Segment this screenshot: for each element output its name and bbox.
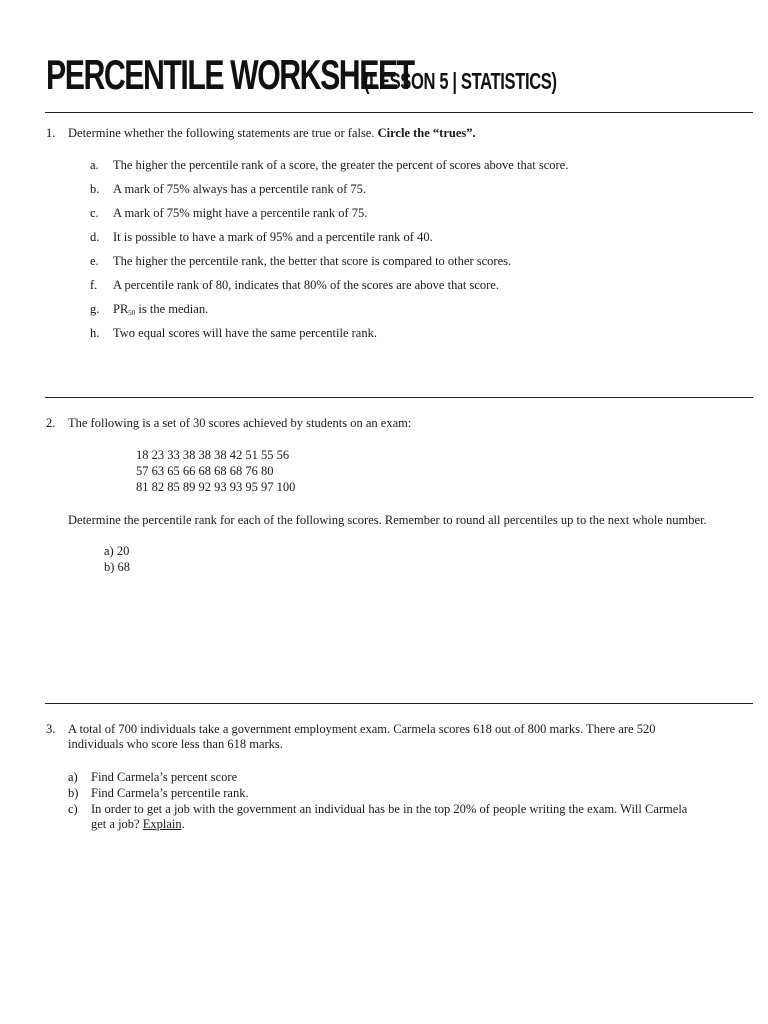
q1-item-text: The higher the percentile rank of a score, the greater the percent of scores above that score. <box>113 158 569 172</box>
q3-item-text: Find Carmela’s percent score <box>91 770 238 784</box>
q3-item-c-text: In order to get a job with the government an individual has be in the top 20% of people writing the exam. Will Carmela get a job? <box>91 802 688 831</box>
pr-subscript: 50 <box>128 309 136 317</box>
score-row: 18 23 33 38 38 38 42 51 55 56 <box>136 448 290 462</box>
q1-item-text <box>113 302 208 321</box>
q2-part-a: a) 20 <box>104 544 130 558</box>
question-1-prompt-bold: Circle the “trues”. <box>377 126 476 140</box>
q3-item-letter: c) <box>68 802 78 816</box>
question-2-instruction: Determine the percentile rank for each of the following scores. Remember to round all percentiles up to the next whole number. <box>68 513 707 527</box>
q1-item-letter: c. <box>90 206 99 220</box>
question-1-prompt <box>68 126 476 141</box>
q1-item-letter: f. <box>90 278 98 292</box>
q1-item-letter: b. <box>90 182 100 196</box>
question-2-number: 2. <box>46 416 56 430</box>
q1-item-letter: d. <box>90 230 100 244</box>
explain-link: Explain <box>142 817 182 831</box>
question-3-prompt: A total of 700 individuals take a government employment exam. Carmela scores 618 out of 800 marks. There are 520 individuals who score less than 618 marks. <box>68 722 656 751</box>
worksheet-title: PERCENTILE WORKSHEET <box>46 51 414 98</box>
pr-symbol: PR <box>113 302 129 316</box>
q3-item-c-tail: . <box>181 817 185 831</box>
section-divider-1 <box>45 397 753 398</box>
q3-item-text <box>91 802 701 832</box>
question-2-prompt: The following is a set of 30 scores achieved by students on an exam: <box>68 416 412 430</box>
score-row: 81 82 85 89 92 93 93 95 97 100 <box>136 480 296 494</box>
pr-text: is the median. <box>135 302 209 316</box>
q1-item-text: It is possible to have a mark of 95% and a percentile rank of 40. <box>113 230 433 244</box>
q1-item-text: The higher the percentile rank, the better that score is compared to other scores. <box>113 254 512 268</box>
question-1-prompt-text: Determine whether the following statements are true or false. <box>68 126 375 140</box>
q1-item-letter: g. <box>90 302 100 316</box>
q1-item-letter: h. <box>90 326 100 340</box>
section-divider-2 <box>45 703 753 704</box>
q1-item-text: A percentile rank of 80, indicates that 80% of the scores are above that score. <box>113 278 499 292</box>
question-3-number: 3. <box>46 722 56 736</box>
q3-item-letter: b) <box>68 786 79 800</box>
header-divider <box>45 112 753 113</box>
score-row: 57 63 65 66 68 68 68 76 80 <box>136 464 274 478</box>
q3-item-text: Find Carmela’s percentile rank. <box>91 786 249 800</box>
q3-item-letter: a) <box>68 770 78 784</box>
worksheet-subtitle: (LESSON 5 | STATISTICS) <box>364 68 557 94</box>
q1-item-text: A mark of 75% might have a percentile rank of 75. <box>113 206 368 220</box>
q1-item-text: A mark of 75% always has a percentile rank of 75. <box>113 182 367 196</box>
q1-item-letter: e. <box>90 254 99 268</box>
q1-item-text: Two equal scores will have the same percentile rank. <box>113 326 377 340</box>
q1-item-letter: a. <box>90 158 99 172</box>
question-1-number: 1. <box>46 126 56 140</box>
q2-part-b: b) 68 <box>104 560 131 574</box>
